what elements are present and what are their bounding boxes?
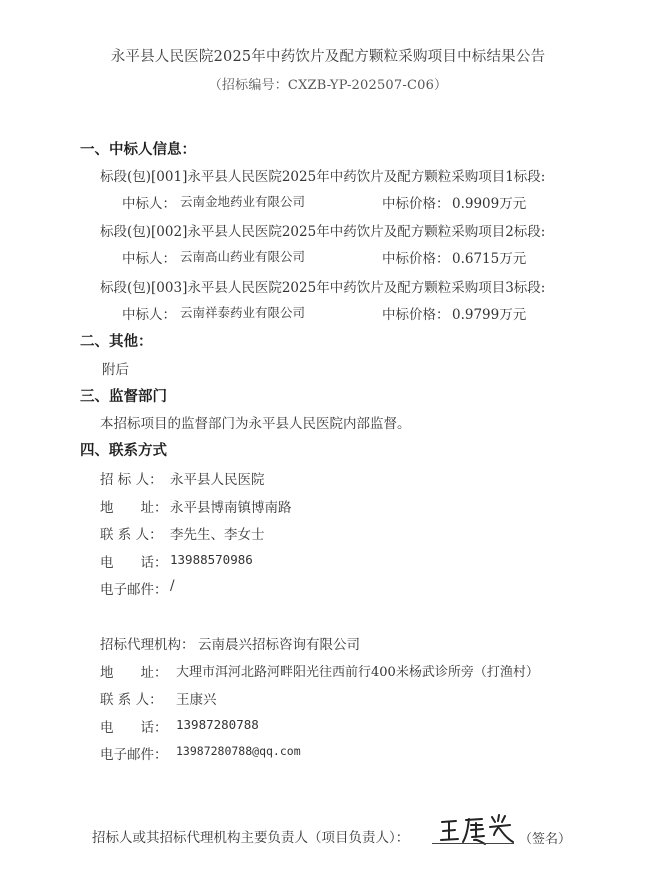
agency-address-label: 地 址：: [100, 665, 168, 681]
section-winner-heading: 一、中标人信息：: [80, 142, 196, 158]
lot-1-winner-label: 中标人：: [122, 196, 176, 212]
signature-suffix: （签名）: [519, 832, 572, 847]
tenderer-label: 招 标 人：: [100, 472, 163, 488]
tenderer-email-label: 电子邮件：: [100, 582, 168, 598]
tenderer-value: 永平县人民医院: [170, 472, 265, 488]
lot-1-price: 0.9909万元: [452, 196, 527, 212]
agency-contact-label: 联 系 人：: [100, 692, 163, 708]
agency-email: 13987280788@qq.com: [176, 744, 301, 758]
lot-1-winner: 云南金地药业有限公司: [180, 194, 306, 209]
tenderer-email: /: [170, 578, 175, 594]
lot-1-price-label: 中标价格：: [382, 196, 450, 212]
lot-2-price-label: 中标价格：: [382, 251, 450, 267]
tenderer-phone: 13988570986: [170, 552, 253, 567]
agency-name: 云南晨兴招标咨询有限公司: [198, 637, 360, 653]
lot-3-winner-label: 中标人：: [122, 307, 176, 323]
lot-3-title: 标段(包)[003]永平县人民医院2025年中药饮片及配方颗粒采购项目3标段:: [100, 280, 546, 296]
lot-2-price: 0.6715万元: [452, 251, 527, 267]
section-other-heading: 二、其他：: [80, 334, 153, 350]
tenderer-contact: 李先生、李女士: [170, 527, 265, 543]
agency-contact: 王康兴: [176, 692, 217, 708]
tenderer-address: 永平县博南镇博南路: [170, 500, 292, 516]
tenderer-phone-label: 电 话：: [100, 555, 168, 571]
lot-3-price-label: 中标价格：: [382, 307, 450, 323]
document-title: 永平县人民医院2025年中药饮片及配方颗粒采购项目中标结果公告: [110, 49, 546, 65]
section-supervision-heading: 三、监督部门: [80, 389, 167, 405]
handwritten-signature: [438, 813, 516, 847]
lot-2-winner-label: 中标人：: [122, 251, 176, 267]
agency-label: 招标代理机构：: [100, 637, 195, 653]
lot-2-title: 标段(包)[002]永平县人民医院2025年中药饮片及配方颗粒采购项目2标段:: [100, 224, 546, 240]
agency-phone-label: 电 话：: [100, 720, 168, 736]
tenderer-address-label: 地 址：: [100, 500, 168, 516]
agency-phone: 13987280788: [176, 717, 259, 732]
lot-2-winner: 云南高山药业有限公司: [180, 249, 306, 264]
tenderer-contact-label: 联 系 人：: [100, 527, 163, 543]
section-other-text: 附后: [102, 362, 129, 378]
section-supervision-text: 本招标项目的监督部门为永平县人民医院内部监督。: [100, 416, 411, 432]
tender-number: （招标编号：CXZB-YP-202507-C06）: [208, 78, 448, 93]
lot-3-winner: 云南祥泰药业有限公司: [180, 305, 306, 320]
signature-statement: 招标人或其招标代理机构主要负责人（项目负责人）：: [92, 830, 410, 846]
agency-email-label: 电子邮件：: [100, 747, 168, 763]
agency-address: 大理市洱河北路河畔阳光往西前行400米杨武诊所旁（打渔村）: [176, 665, 539, 680]
signature-line: [432, 843, 514, 844]
lot-1-title: 标段(包)[001]永平县人民医院2025年中药饮片及配方颗粒采购项目1标段:: [100, 169, 546, 185]
lot-3-price: 0.9799万元: [452, 307, 527, 323]
section-contact-heading: 四、联系方式: [80, 443, 167, 459]
